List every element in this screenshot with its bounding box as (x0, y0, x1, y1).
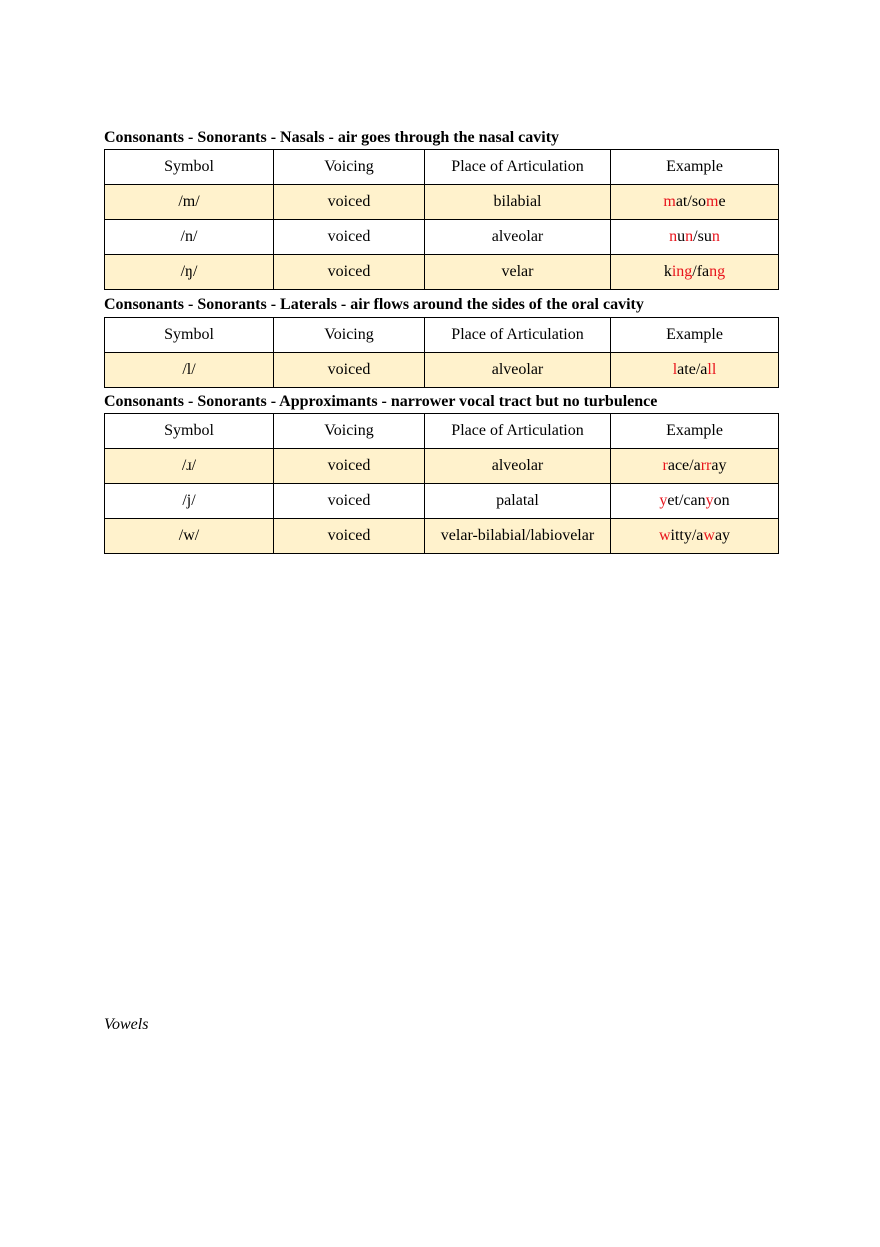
table-row (105, 519, 779, 554)
example-highlight: n (685, 228, 694, 245)
laterals-section-title: Consonants - Sonorants - Laterals - air flows around the sides of the oral cavity (104, 296, 644, 313)
example-highlight: n (669, 228, 678, 245)
header-example: Example (611, 318, 779, 353)
example-cell (611, 185, 779, 220)
example-highlight: y (705, 492, 714, 509)
voicing-cell: voiced (274, 449, 425, 484)
header-voicing: Voicing (274, 414, 425, 449)
approximants-section-title: Consonants - Sonorants - Approximants - narrower vocal tract but no turbulence (104, 393, 658, 410)
voicing-cell: voiced (274, 220, 425, 255)
place-cell: alveolar (425, 220, 611, 255)
example-text: ace/a (667, 457, 701, 474)
voicing-cell: voiced (274, 255, 425, 290)
table-row (105, 484, 779, 519)
table-row (105, 449, 779, 484)
header-symbol: Symbol (105, 318, 274, 353)
example-highlight: ng (709, 263, 726, 280)
example-text: et/can (667, 492, 706, 509)
example-cell (611, 220, 779, 255)
example-text: u (677, 228, 686, 245)
voicing-cell: voiced (274, 484, 425, 519)
example-highlight: y (659, 492, 668, 509)
nasals-section-title: Consonants - Sonorants - Nasals - air goes through the nasal cavity (104, 129, 560, 146)
place-cell: velar-bilabial/labiovelar (425, 519, 611, 554)
example-highlight: w (703, 527, 715, 544)
example-text: /fa (692, 263, 710, 280)
place-cell: alveolar (425, 353, 611, 388)
header-symbol: Symbol (105, 150, 274, 185)
voicing-cell: voiced (274, 185, 425, 220)
header-place: Place of Articulation (425, 150, 611, 185)
table-header-row (105, 414, 779, 449)
place-cell: palatal (425, 484, 611, 519)
table-header-row (105, 318, 779, 353)
place-cell: bilabial (425, 185, 611, 220)
approximants-table (104, 413, 779, 554)
laterals-table (104, 317, 779, 388)
symbol-cell: /l/ (105, 353, 274, 388)
symbol-cell: /ɹ/ (105, 449, 274, 484)
symbol-cell: /j/ (105, 484, 274, 519)
place-cell: velar (425, 255, 611, 290)
example-text: e (718, 193, 726, 210)
voicing-cell: voiced (274, 353, 425, 388)
table-row (105, 255, 779, 290)
example-highlight: m (663, 193, 676, 210)
header-example: Example (611, 150, 779, 185)
example-text: ay (714, 527, 731, 544)
example-text: k (663, 263, 672, 280)
example-highlight: w (658, 527, 671, 544)
symbol-cell: /m/ (105, 185, 274, 220)
example-cell (611, 449, 779, 484)
table-header-row (105, 150, 779, 185)
table-row (105, 353, 779, 388)
example-highlight: ing (671, 263, 693, 280)
symbol-cell: /n/ (105, 220, 274, 255)
nasals-table (104, 149, 779, 290)
example-text: ate/a (677, 361, 708, 378)
header-place: Place of Articulation (425, 318, 611, 353)
header-voicing: Voicing (274, 318, 425, 353)
example-text: /su (693, 228, 712, 245)
header-voicing: Voicing (274, 150, 425, 185)
example-text: at/so (675, 193, 707, 210)
example-highlight: r (662, 457, 668, 474)
example-highlight: n (711, 228, 720, 245)
vowels-heading: Vowels (104, 1016, 149, 1033)
header-example: Example (611, 414, 779, 449)
example-highlight: l (672, 361, 678, 378)
voicing-cell: voiced (274, 519, 425, 554)
symbol-cell: /ŋ/ (105, 255, 274, 290)
header-symbol: Symbol (105, 414, 274, 449)
example-cell (611, 353, 779, 388)
table-row (105, 185, 779, 220)
example-text: on (713, 492, 730, 509)
symbol-cell: /w/ (105, 519, 274, 554)
table-row (105, 220, 779, 255)
example-text: ay (711, 457, 727, 474)
header-place: Place of Articulation (425, 414, 611, 449)
place-cell: alveolar (425, 449, 611, 484)
example-highlight: ll (707, 361, 717, 378)
example-cell (611, 519, 779, 554)
example-text: itty/a (670, 527, 704, 544)
example-cell (611, 255, 779, 290)
example-highlight: rr (700, 457, 712, 474)
example-highlight: m (706, 193, 719, 210)
example-cell (611, 484, 779, 519)
